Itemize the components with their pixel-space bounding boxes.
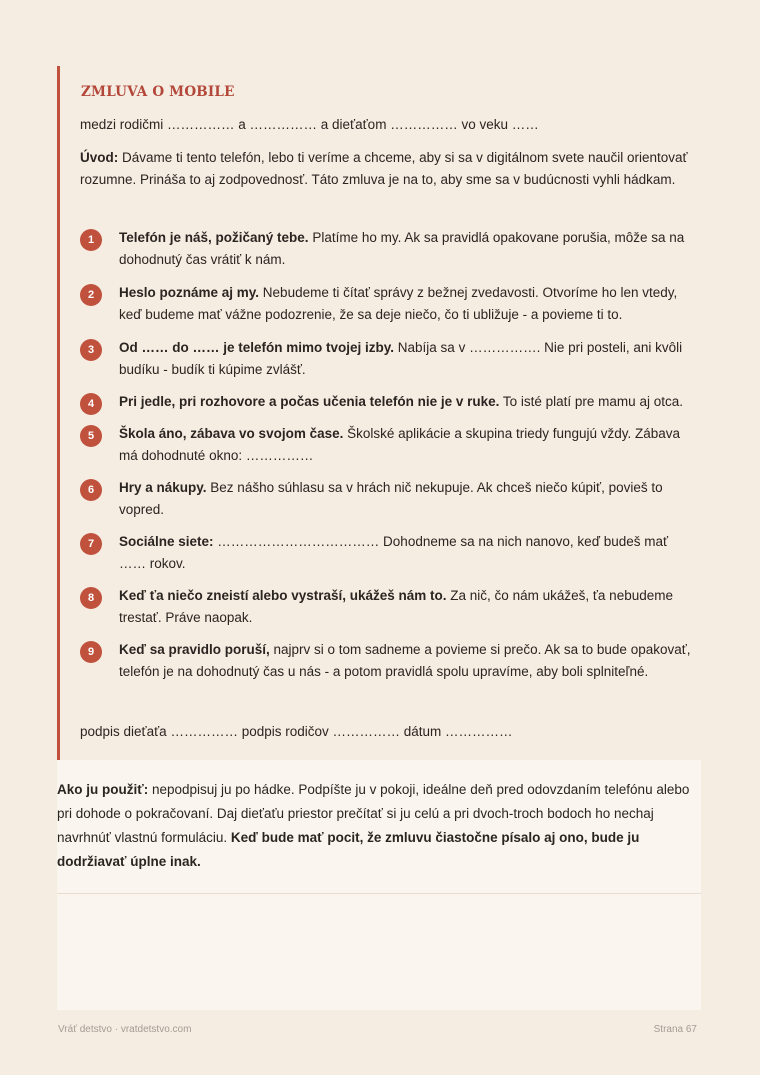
rule-item: [80, 337, 692, 381]
rule-title: Sociálne siete:: [119, 534, 214, 549]
rule-number-badge: 9: [80, 641, 102, 663]
rule-number-badge: 1: [80, 229, 102, 251]
rule-number-badge: 5: [80, 425, 102, 447]
rule-number-badge: 6: [80, 479, 102, 501]
rule-title: Škola áno, zábava vo svojom čase.: [119, 426, 344, 441]
intro-text: Dávame ti tento telefón, lebo ti veríme a chceme, aby si sa v digitálnom svete naučil orientovať rozumne. Prináša to aj zodpovednosť. Táto zmluva je na to, aby sme sa v budúcnosti vyhli hádkam.: [80, 150, 688, 187]
contract-section: [57, 66, 700, 760]
rule-title: Keď sa pravidlo poruší,: [119, 642, 270, 657]
rule-text: Školské aplikácie a skupina triedy fungujú vždy. Zábava má dohodnuté okno: ……………: [119, 426, 681, 463]
rule-title: Telefón je náš, požičaný tebe.: [119, 230, 309, 245]
rule-number-badge: 4: [80, 393, 102, 415]
rule-title: Pri jedle, pri rozhovore a počas učenia telefón nie je v ruke.: [119, 394, 500, 409]
rule-item: [80, 423, 692, 467]
rule-item: [80, 391, 692, 413]
rule-number-badge: 3: [80, 339, 102, 361]
rule-number-badge: 8: [80, 587, 102, 609]
rule-item: [80, 227, 692, 271]
rule-number-badge: 7: [80, 533, 102, 555]
rule-title: Od …… do …… je telefón mimo tvojej izby.: [119, 340, 395, 355]
rule-text: ……………………………… Dohodneme sa na nich nanovo, keď budeš mať …… rokov.: [119, 534, 669, 571]
rule-text: To isté platí pre mamu aj otca.: [499, 394, 683, 409]
rule-text: Nabíja sa v ……………. Nie pri posteli, ani kvôli budíku - budík ti kúpime zvlášť.: [119, 340, 683, 377]
rule-text: Bez nášho súhlasu sa v hrách nič nekupuje. Ak chceš niečo kúpiť, povieš to vopred.: [119, 480, 663, 517]
rule-text: Nebudeme ti čítať správy z bežnej zvedavosti. Otvoríme ho len vtedy, keď budeme mať vážne podozrenie, že sa deje niečo, čo ti ubližuje - a povieme ti to.: [119, 285, 678, 322]
rule-number-badge: 2: [80, 284, 102, 306]
rule-item: [80, 282, 692, 326]
rule-title: Hry a nákupy.: [119, 480, 207, 495]
intro-paragraph: [80, 147, 692, 191]
rule-item: [80, 639, 692, 683]
contract-title: ZMLUVA O MOBILE: [81, 84, 235, 100]
intro-label: Úvod:: [80, 150, 119, 165]
signature-line: podpis dieťaťa …………… podpis rodičov …………… dátum ……………: [80, 724, 513, 739]
usage-text: nepodpisuj ju po hádke. Podpíšte ju v pokoji, ideálne deň pred odovzdaním telefónu alebo pri dohode o pokračovaní. Daj dieťaťu priestor prečítať si ju celú a pri dvoch-troch bodoch ho nechaj navrhnúť vlastnú formuláciu.: [57, 782, 690, 845]
rule-item: [80, 531, 692, 575]
rule-title: Heslo poznáme aj my.: [119, 285, 260, 300]
rule-item: [80, 585, 692, 629]
rule-item: [80, 477, 692, 521]
usage-paragraph: [57, 778, 701, 874]
usage-emphasis: Keď bude mať pocit, že zmluvu čiastočne písalo aj ono, bude ju dodržiavať úplne inak.: [57, 830, 640, 869]
rule-title: Keď ťa niečo zneistí alebo vystraší, ukážeš nám to.: [119, 588, 447, 603]
parties-line: medzi rodičmi …………… a …………… a dieťaťom …………… vo veku ……: [80, 117, 539, 132]
rule-text: najprv si o tom sadneme a povieme si prečo. Ak sa to bude opakovať, telefón je na dohodnutý čas u nás - a potom pravidlá spolu upravíme, aby boli splniteľné.: [119, 642, 691, 679]
usage-label: Ako ju použiť:: [57, 782, 149, 797]
page-number: Strana 67: [653, 1024, 697, 1035]
footer-source: Vráť detstvo · vratdetstvo.com: [58, 1024, 192, 1035]
rule-text: Za nič, čo nám ukážeš, ťa nebudeme trestať. Práve naopak.: [119, 588, 673, 625]
usage-panel: [57, 760, 701, 1010]
rule-text: Platíme ho my. Ak sa pravidlá opakovane porušia, môže sa na dohodnutý čas vrátiť k nám.: [119, 230, 685, 267]
divider: [57, 893, 701, 894]
